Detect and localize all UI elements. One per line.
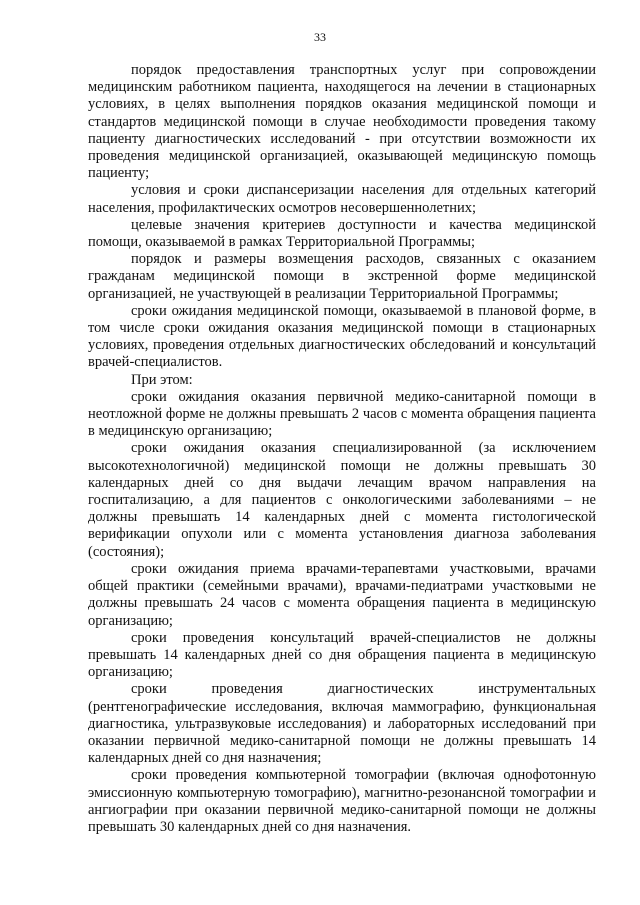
- paragraph-dispensarization: условия и сроки диспансеризации населения для отдельных категорий населения, профилактических осмотров несовершеннолетних;: [88, 182, 596, 216]
- paragraph-therapist-reception: сроки ожидания приема врачами-терапевтами участковыми, врачами общей практики (семейными врачами), врачами-педиатрами участковыми не должны превышать 24 часов с момента обращения пациента в медицинскую организацию;: [88, 560, 596, 629]
- paragraph-tomography: сроки проведения компьютерной томографии (включая однофотонную эмиссионную компьютерную томографию), магнитно-резонансной томографии и ангиографии при оказании первичной медико-санитарной помощи не должны превышать 30 календарных дней со дня назначения.: [88, 767, 596, 835]
- paragraph-expense-reimbursement: порядок и размеры возмещения расходов, связанных с оказанием гражданам медицинской помощи в экстренной форме медицинской организацией, не участвующей в реализации Территориальной Программы;: [88, 251, 596, 302]
- page-number: 33: [314, 30, 326, 44]
- document-body: [88, 62, 596, 836]
- paragraph-specialized-care: сроки ожидания оказания специализированной (за исключением высокотехнологичной) медицинской помощи не должны превышать 30 календарных дней со дня выдачи лечащим врачом направления на госпитализацию, а для пациентов с онкологическими заболеваниями – не должны превышать 14 календарных дней с момента гистологической верификации опухоли или с момента установления диагноза заболевания (состояния);: [88, 440, 596, 560]
- paragraph-diagnostic-studies: сроки проведения диагностических инструментальных (рентгенографические исследования, включая маммографию, функциональная диагностика, ультразвуковые исследования) и лабораторных исследований при оказании первичной медико-санитарной помощи не должны превышать 14 календарных дней со дня назначения;: [88, 681, 596, 767]
- paragraph-urgent-care: сроки ожидания оказания первичной медико-санитарной помощи в неотложной форме не должны превышать 2 часов с момента обращения пациента в медицинскую организацию;: [88, 388, 596, 440]
- paragraph-intro: При этом:: [131, 371, 193, 388]
- paragraph-transport-services: порядок предоставления транспортных услуг при сопровождении медицинским работником пациента, находящегося на лечении в стационарных условиях, в целях выполнения порядков оказания медицинской помощи и стандартов медицинской помощи в случае необходимости проведения такому пациенту диагностических исследований - при отсутствии возможности их проведения медицинской организацией, оказывающей медицинскую помощь пациенту;: [88, 62, 596, 182]
- paragraph-waiting-times: сроки ожидания медицинской помощи, оказываемой в плановой форме, в том числе сроки ожидания оказания медицинской помощи в стационарных условиях, проведения отдельных диагностических обследований и консультаций врачей-специалистов.: [88, 302, 596, 371]
- paragraph-target-criteria: целевые значения критериев доступности и качества медицинской помощи, оказываемой в рамках Территориальной Программы;: [88, 216, 596, 251]
- paragraph-specialist-consultations: сроки проведения консультаций врачей-специалистов не должны превышать 14 календарных дней со дня обращения пациента в медицинскую организацию;: [88, 629, 596, 681]
